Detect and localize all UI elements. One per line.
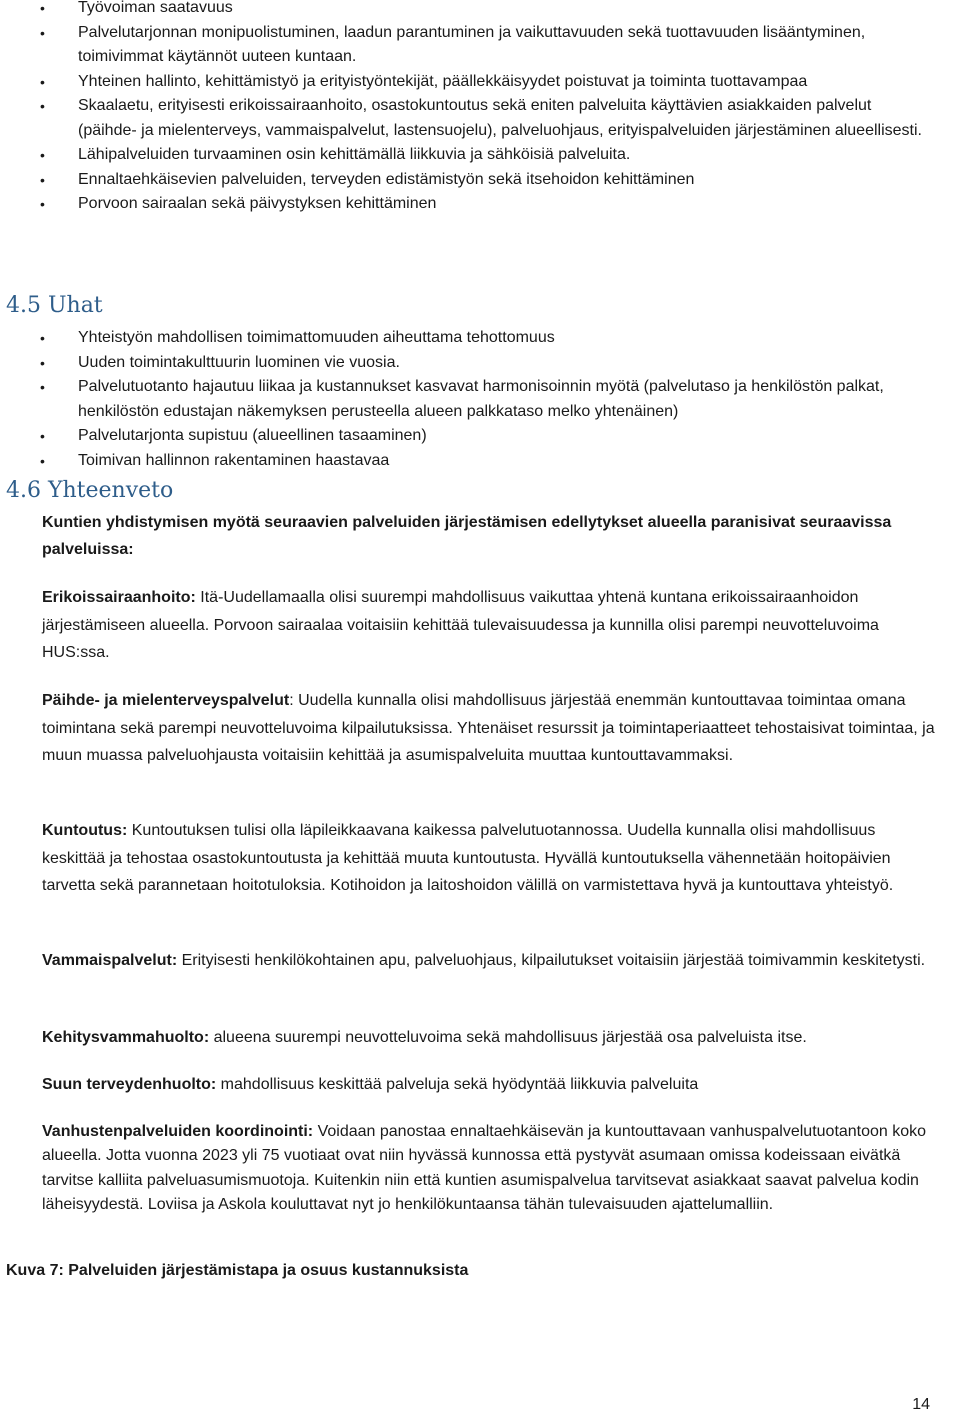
list-item: • Palvelutarjonta supistuu (alueellinen tasaaminen)	[0, 424, 960, 449]
paragraph-text: alueena suurempi neuvotteluvoima sekä mahdollisuus järjestää osa palveluista itse.	[209, 1029, 807, 1046]
threats-list	[0, 326, 960, 473]
bullet-icon: •	[40, 196, 45, 212]
paragraph-label: Suun terveydenhuolto:	[42, 1076, 217, 1093]
strengths-list	[0, 0, 960, 217]
paragraph-oral-health	[42, 1071, 942, 1099]
list-item: • Yhteistyön mahdollisen toimimattomuuden aiheuttama tehottomuus	[0, 326, 960, 351]
paragraph-label: Kuntoutus:	[42, 822, 128, 839]
list-item: • Työvoiman saatavuus	[0, 0, 960, 21]
paragraph-text: Erityisesti henkilökohtainen apu, palveluohjaus, kilpailutukset voitaisiin järjestää toimivammin keskitetysti.	[177, 952, 926, 969]
list-item: • Palvelutuotanto hajautuu liikaa ja kustannukset kasvavat harmonisoinnin myötä (palvelutaso ja henkilöstön palkat, henkilöstön edustajan näkemyksen perusteella alueen palkkataso melko yhtenäinen)	[0, 375, 960, 424]
paragraph-label: Kehitysvammahuolto:	[42, 1029, 210, 1046]
bullet-icon: •	[40, 428, 45, 444]
paragraph-disability-services	[42, 947, 942, 975]
list-item: • Palvelutarjonnan monipuolistuminen, laadun parantuminen ja vaikuttavuuden sekä tuottavuuden lisääntyminen, toimivimmat käytännöt uuteen kuntaan.	[0, 21, 960, 70]
bullet-icon: •	[40, 379, 45, 395]
list-item: • Lähipalveluiden turvaaminen osin kehittämällä liikkuvia ja sähköisiä palveluita.	[0, 143, 960, 168]
bullet-icon: •	[40, 171, 45, 188]
paragraph-text: mahdollisuus keskittää palveluja sekä hyödyntää liikkuvia palveluita	[216, 1076, 699, 1093]
paragraph-developmental-disability	[42, 1024, 942, 1052]
list-item: • Ennaltaehkäisevien palveluiden, terveyden edistämistyön sekä itsehoidon kehittäminen	[0, 168, 960, 193]
paragraph-label: Vanhustenpalveluiden koordinointi:	[42, 1123, 314, 1140]
paragraph-label: Vammaispalvelut:	[42, 952, 178, 969]
bullet-icon: •	[40, 98, 45, 114]
bullet-icon: •	[40, 330, 45, 346]
list-item: • Yhteinen hallinto, kehittämistyö ja erityistyöntekijät, päällekkäisyydet poistuvat ja toiminta tuottavampaa	[0, 70, 960, 95]
bullet-icon: •	[40, 452, 45, 469]
list-item: • Skaalaetu, erityisesti erikoissairaanhoito, osastokuntoutus sekä eniten palveluita käyttävien asiakkaiden palvelut (päihde- ja mielenterveys, vammaispalvelut, lastensuojelu), palveluohjaus, erityispalveluiden järjestäminen alueellisesti.	[0, 94, 960, 143]
bullet-icon: •	[40, 24, 45, 41]
bullet-icon: •	[40, 147, 45, 163]
summary-intro: Kuntien yhdistymisen myötä seuraavien palveluiden järjestämisen edellytykset alueella paranisivat seuraavissa palveluissa:	[42, 514, 892, 558]
page-number: 14	[912, 1396, 930, 1413]
paragraph-specialized-care	[42, 584, 942, 667]
figure-caption: Kuva 7: Palveluiden järjestämistapa ja osuus kustannuksista	[6, 1262, 469, 1279]
paragraph-label: Päihde- ja mielenterveyspalvelut	[42, 692, 290, 709]
paragraph-text: Voidaan panostaa ennaltaehkäisevän ja kuntouttavaan vanhuspalvelutuotantoon koko alueella. Jotta vuonna 2023 yli 75 vuotiaat ovat niin hyvässä kunnossa että pystyvät asumaan omissa kodeissaan eivätkä tarvitse kalliita palveluasumismuotoja. Kuitenkin niin että kuntien asumispalvelua tarvitsevat asiakkaat saavat palvelua kodin läheisyydestä. Loviisa ja Askola kouluttavat nyt jo henkilökuntaansa tähän tulevaisuuden ajattelumalliin.	[42, 1123, 927, 1213]
paragraph-rehabilitation	[42, 817, 942, 900]
paragraph-text: Itä-Uudellamaalla olisi suurempi mahdollisuus vaikuttaa yhtenä kuntana erikoissairaanhoidon järjestämiseen alueella. Porvoon sairaalaa voitaisiin kehittää tulevaisuudessa ja kunnilla olisi parempi neuvotteluvoima HUS:ssa.	[42, 589, 879, 662]
paragraph-text: Kuntoutuksen tulisi olla läpileikkaavana kaikessa palvelutuotannossa. Uudella kunnalla olisi mahdollisuus keskittää ja tehostaa osastokuntoutusta ja kehittää muuta kuntoutusta. Hyvällä kuntoutuksella vähennetään hoitopäivien tarvetta sekä parannetaan hoitotuloksia. Kotihoidon ja laitoshoidon välillä on varmistettava hyvä ja kuntouttava yhteistyö.	[42, 822, 894, 895]
paragraph-label: Erikoissairaanhoito:	[42, 589, 196, 606]
bullet-icon: •	[40, 0, 45, 16]
paragraph-mental-health	[42, 687, 942, 770]
bullet-icon: •	[40, 354, 45, 371]
list-item: • Uuden toimintakulttuurin luominen vie vuosia.	[0, 351, 960, 376]
bullet-icon: •	[40, 73, 45, 90]
list-item: • Toimivan hallinnon rakentaminen haastavaa	[0, 449, 960, 474]
section-heading-threats: 4.5 Uhat	[6, 293, 103, 318]
section-heading-summary: 4.6 Yhteenveto	[6, 478, 174, 503]
list-item: • Porvoon sairaalan sekä päivystyksen kehittäminen	[0, 192, 960, 217]
paragraph-elderly-services	[42, 1120, 942, 1217]
paragraph-text: : Uudella kunnalla olisi mahdollisuus järjestää enemmän kuntouttavaa toimintaa omana toimintana sekä parempi neuvotteluvoima kilpailutuksissa. Yhtenäiset resurssit ja toimintaperiaatteet tehostaisivat toimintaa, ja muun muassa palveluohjausta voitaisiin kehittää ja asumispalveluita muuttaa kuntouttavammaksi.	[42, 692, 935, 765]
